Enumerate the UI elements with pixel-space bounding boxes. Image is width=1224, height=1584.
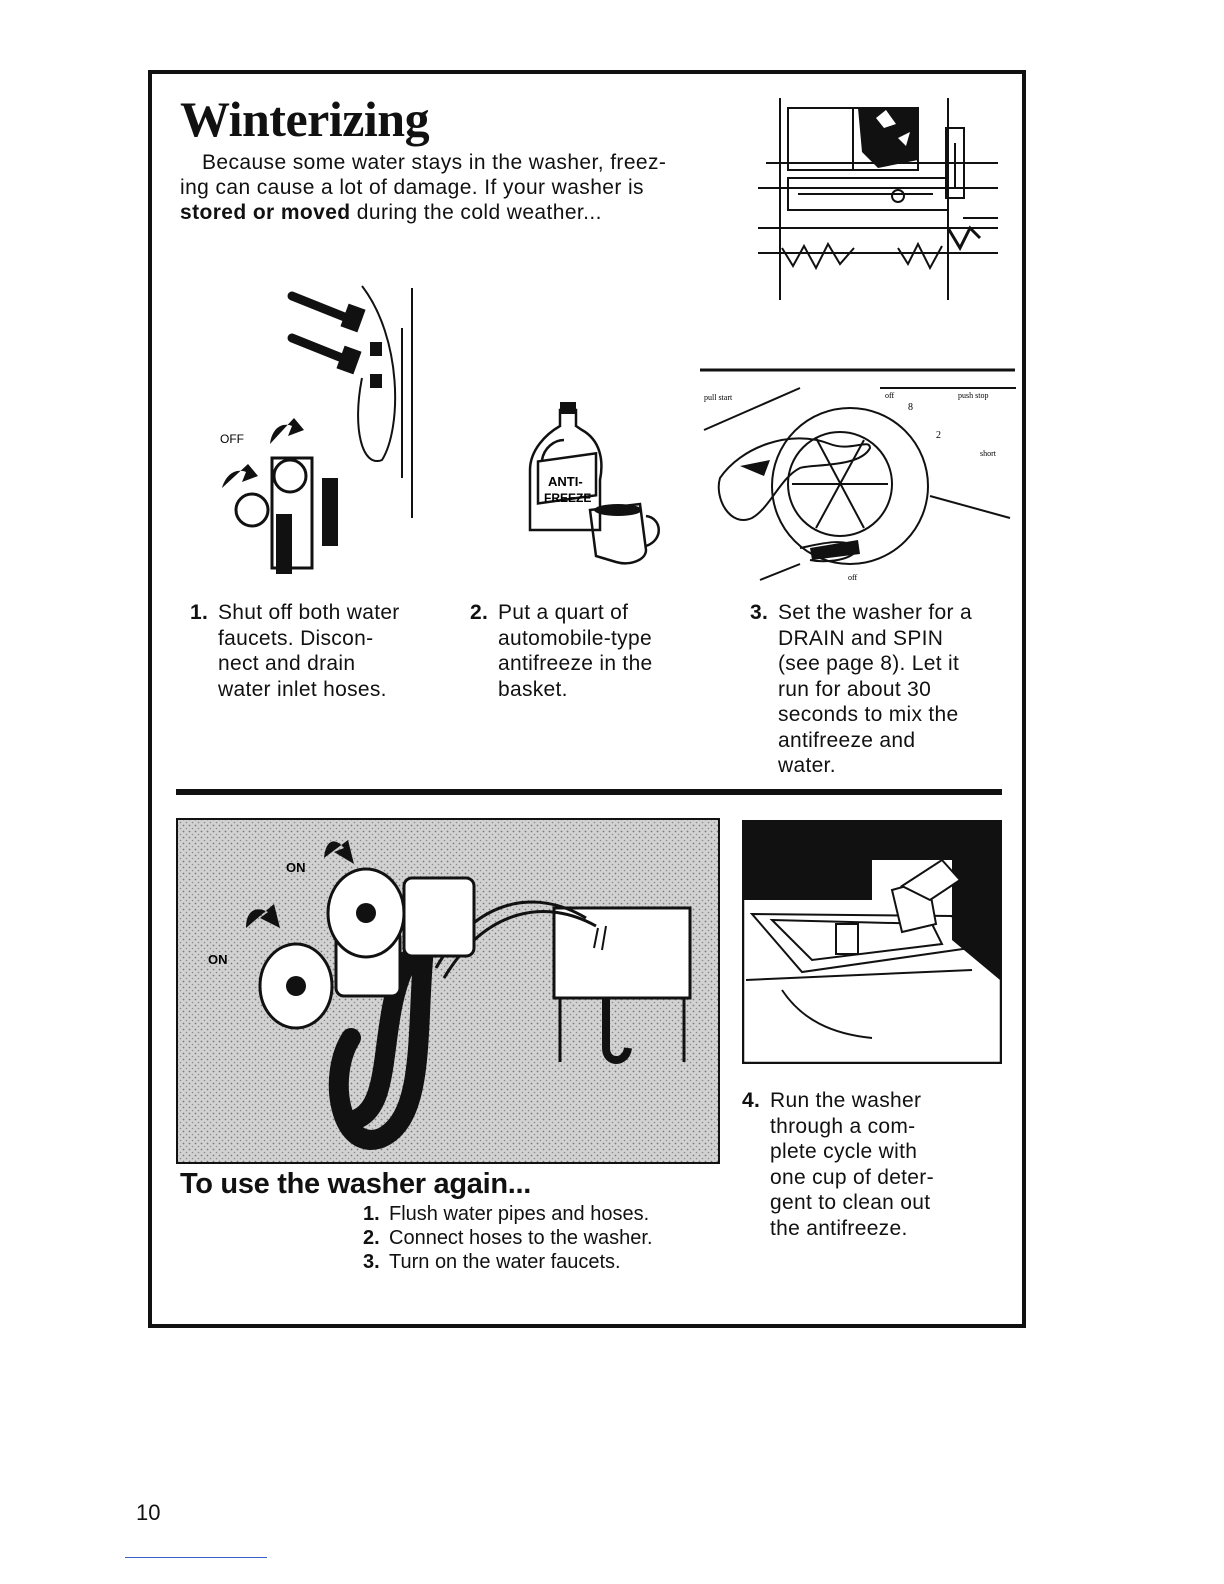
step-1-line-3: nect and drain — [218, 652, 356, 675]
reuse-step-3 — [363, 1250, 653, 1274]
reuse-step-2 — [363, 1226, 653, 1250]
dial-label-push-stop: push stop — [958, 391, 989, 400]
intro-line-1: Because some water stays in the washer, freez- — [202, 151, 667, 174]
faucet-on-label-lower: ON — [208, 952, 228, 967]
step-3-line-5: seconds to mix the — [778, 703, 959, 726]
step-3-line-4: run for about 30 — [778, 677, 932, 701]
step-2-line-2: automobile-type — [498, 626, 652, 650]
intro-line-2: ing can cause a lot of damage. If your washer is — [180, 176, 644, 199]
reuse-step-2-number: 2. — [363, 1227, 380, 1249]
reuse-step-1 — [363, 1202, 653, 1226]
step-4-line-3: plete cycle with — [770, 1140, 918, 1163]
jug-label-freeze: FREEZE — [544, 491, 592, 505]
dial-label-2: 2 — [936, 430, 941, 441]
step-4-number: 4. — [742, 1089, 761, 1112]
faucet-off-label: OFF — [220, 432, 244, 446]
page-number: 10 — [136, 1500, 161, 1525]
intro-paragraph — [180, 150, 740, 225]
page-title: Winterizing — [180, 91, 430, 147]
reuse-step-2-text: Connect hoses to the washer. — [389, 1227, 653, 1249]
pour-detergent-illustration — [742, 820, 1002, 1064]
step-3-line-1: Set the washer for a — [778, 601, 972, 624]
step-3-line-2: DRAIN and SPIN — [778, 626, 944, 650]
faucet-hoses-illustration — [212, 278, 432, 580]
step-2-line-1: Put a quart of — [498, 601, 629, 624]
step-1-line-1: Shut off both water — [218, 601, 400, 624]
reuse-step-1-text: Flush water pipes and hoses. — [389, 1203, 650, 1225]
step-3 — [750, 600, 1010, 779]
reuse-step-1-number: 1. — [363, 1203, 380, 1225]
antifreeze-jug-illustration — [520, 400, 680, 580]
reuse-step-3-number: 3. — [363, 1251, 380, 1273]
intro-emphasis: stored or moved — [180, 201, 351, 224]
step-2 — [470, 600, 720, 702]
jug-label-anti: ANTI- — [548, 474, 583, 489]
step-2-line-4: basket. — [498, 677, 568, 701]
step-4-line-5: gent to clean out — [770, 1191, 931, 1214]
step-1-line-2: faucets. Discon- — [218, 626, 374, 650]
intro-line-3: during the cold weather... — [350, 201, 602, 224]
reuse-heading: To use the washer again... — [180, 1168, 532, 1200]
step-4-line-1: Run the washer — [770, 1089, 922, 1112]
faucet-on-label-upper: ON — [286, 860, 306, 875]
dial-label-off-bottom: off — [848, 573, 858, 582]
step-1-line-4: water inlet hoses. — [218, 677, 387, 701]
step-2-line-3: antifreeze in the — [498, 652, 653, 675]
frozen-washer-illustration — [758, 88, 1004, 304]
step-4-line-6: the antifreeze. — [770, 1216, 908, 1240]
reuse-step-3-text: Turn on the water faucets. — [389, 1251, 621, 1273]
step-3-line-7: water. — [778, 754, 836, 777]
step-4-line-4: one cup of deter- — [770, 1165, 934, 1189]
step-4 — [742, 1088, 1002, 1241]
step-4-line-2: through a com- — [770, 1114, 916, 1138]
step-1-number: 1. — [190, 601, 209, 624]
step-3-line-3: (see page 8). Let it — [778, 652, 960, 675]
section-divider — [176, 789, 1002, 795]
dial-label-off-top: off — [885, 391, 895, 400]
dial-label-8: 8 — [908, 402, 913, 413]
dial-label-pull-start: pull start — [704, 393, 733, 402]
step-3-number: 3. — [750, 601, 769, 624]
step-2-number: 2. — [470, 601, 489, 624]
reuse-steps-list — [363, 1202, 653, 1274]
step-1 — [190, 600, 450, 702]
step-3-line-6: antifreeze and — [778, 728, 916, 752]
bottom-rule — [125, 1557, 267, 1558]
faucets-on-illustration — [176, 818, 720, 1164]
timer-dial-illustration — [680, 368, 1020, 586]
dial-label-short: short — [980, 449, 996, 458]
